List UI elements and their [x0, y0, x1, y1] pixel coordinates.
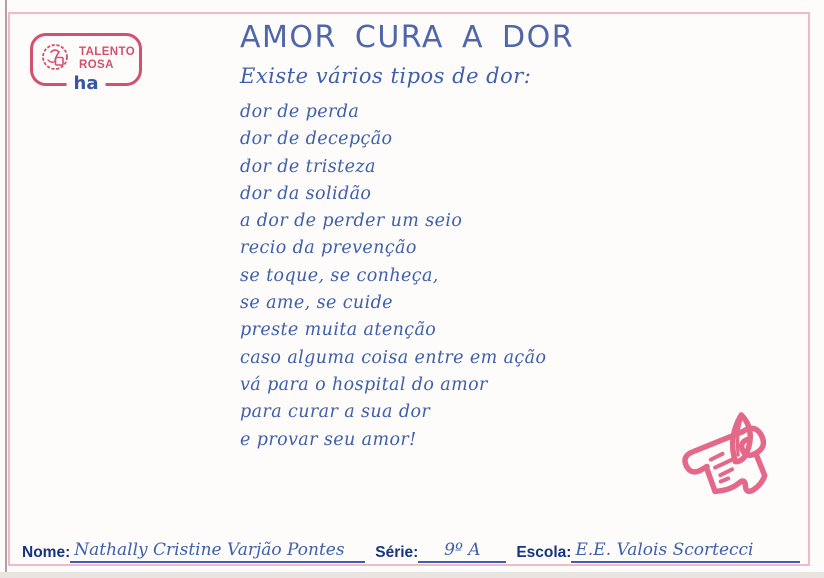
grade-value: 9º A — [418, 540, 506, 563]
school-value: E.E. Valois Scortecci — [571, 540, 800, 563]
hospital-de-amor-logo: ha — [67, 74, 106, 94]
scan-edge-line — [5, 0, 7, 578]
poem-line: dor da solidão — [240, 183, 372, 204]
grade-label: Série: — [375, 544, 419, 561]
name-label: Nome: — [22, 544, 71, 561]
poem-line: se ame, se cuide — [240, 293, 393, 314]
brand-name — [79, 46, 135, 71]
poem-body — [240, 99, 574, 454]
poem-block — [240, 20, 574, 454]
poem-line: se toque, se conheça, — [240, 265, 439, 286]
scanner-edge-strip — [0, 572, 824, 578]
name-value: Nathally Cristine Varjão Pontes — [70, 540, 365, 563]
brand-name-top: TALENTO — [79, 46, 136, 58]
poem-line: dor de decepção — [240, 129, 393, 150]
poem-line: dor de perda — [240, 102, 360, 122]
scroll-and-quill-icon — [670, 410, 794, 518]
brand-name-bottom: ROSA — [79, 58, 114, 71]
poem-line: vá para o hospital do amor — [240, 374, 488, 395]
poem-intro-line: Existe vários tipos de dor: — [240, 64, 532, 88]
circular-stamp-icon — [40, 43, 70, 73]
talento-rosa-logo — [30, 33, 142, 94]
poem-line: e provar seu amor! — [240, 429, 417, 450]
poem-line: preste muita atenção — [240, 320, 437, 341]
poem-line: dor de tristeza — [240, 156, 376, 177]
poem-line: caso alguma coisa entre em ação — [240, 347, 547, 368]
poem-title: AMOR CURA A DOR — [240, 20, 575, 55]
poem-line: recio da prevenção — [240, 238, 417, 259]
student-info-form — [22, 540, 800, 563]
poem-line: a dor de perder um seio — [240, 211, 463, 232]
poem-line: para curar a sua dor — [240, 402, 431, 423]
school-label: Escola: — [516, 544, 572, 561]
